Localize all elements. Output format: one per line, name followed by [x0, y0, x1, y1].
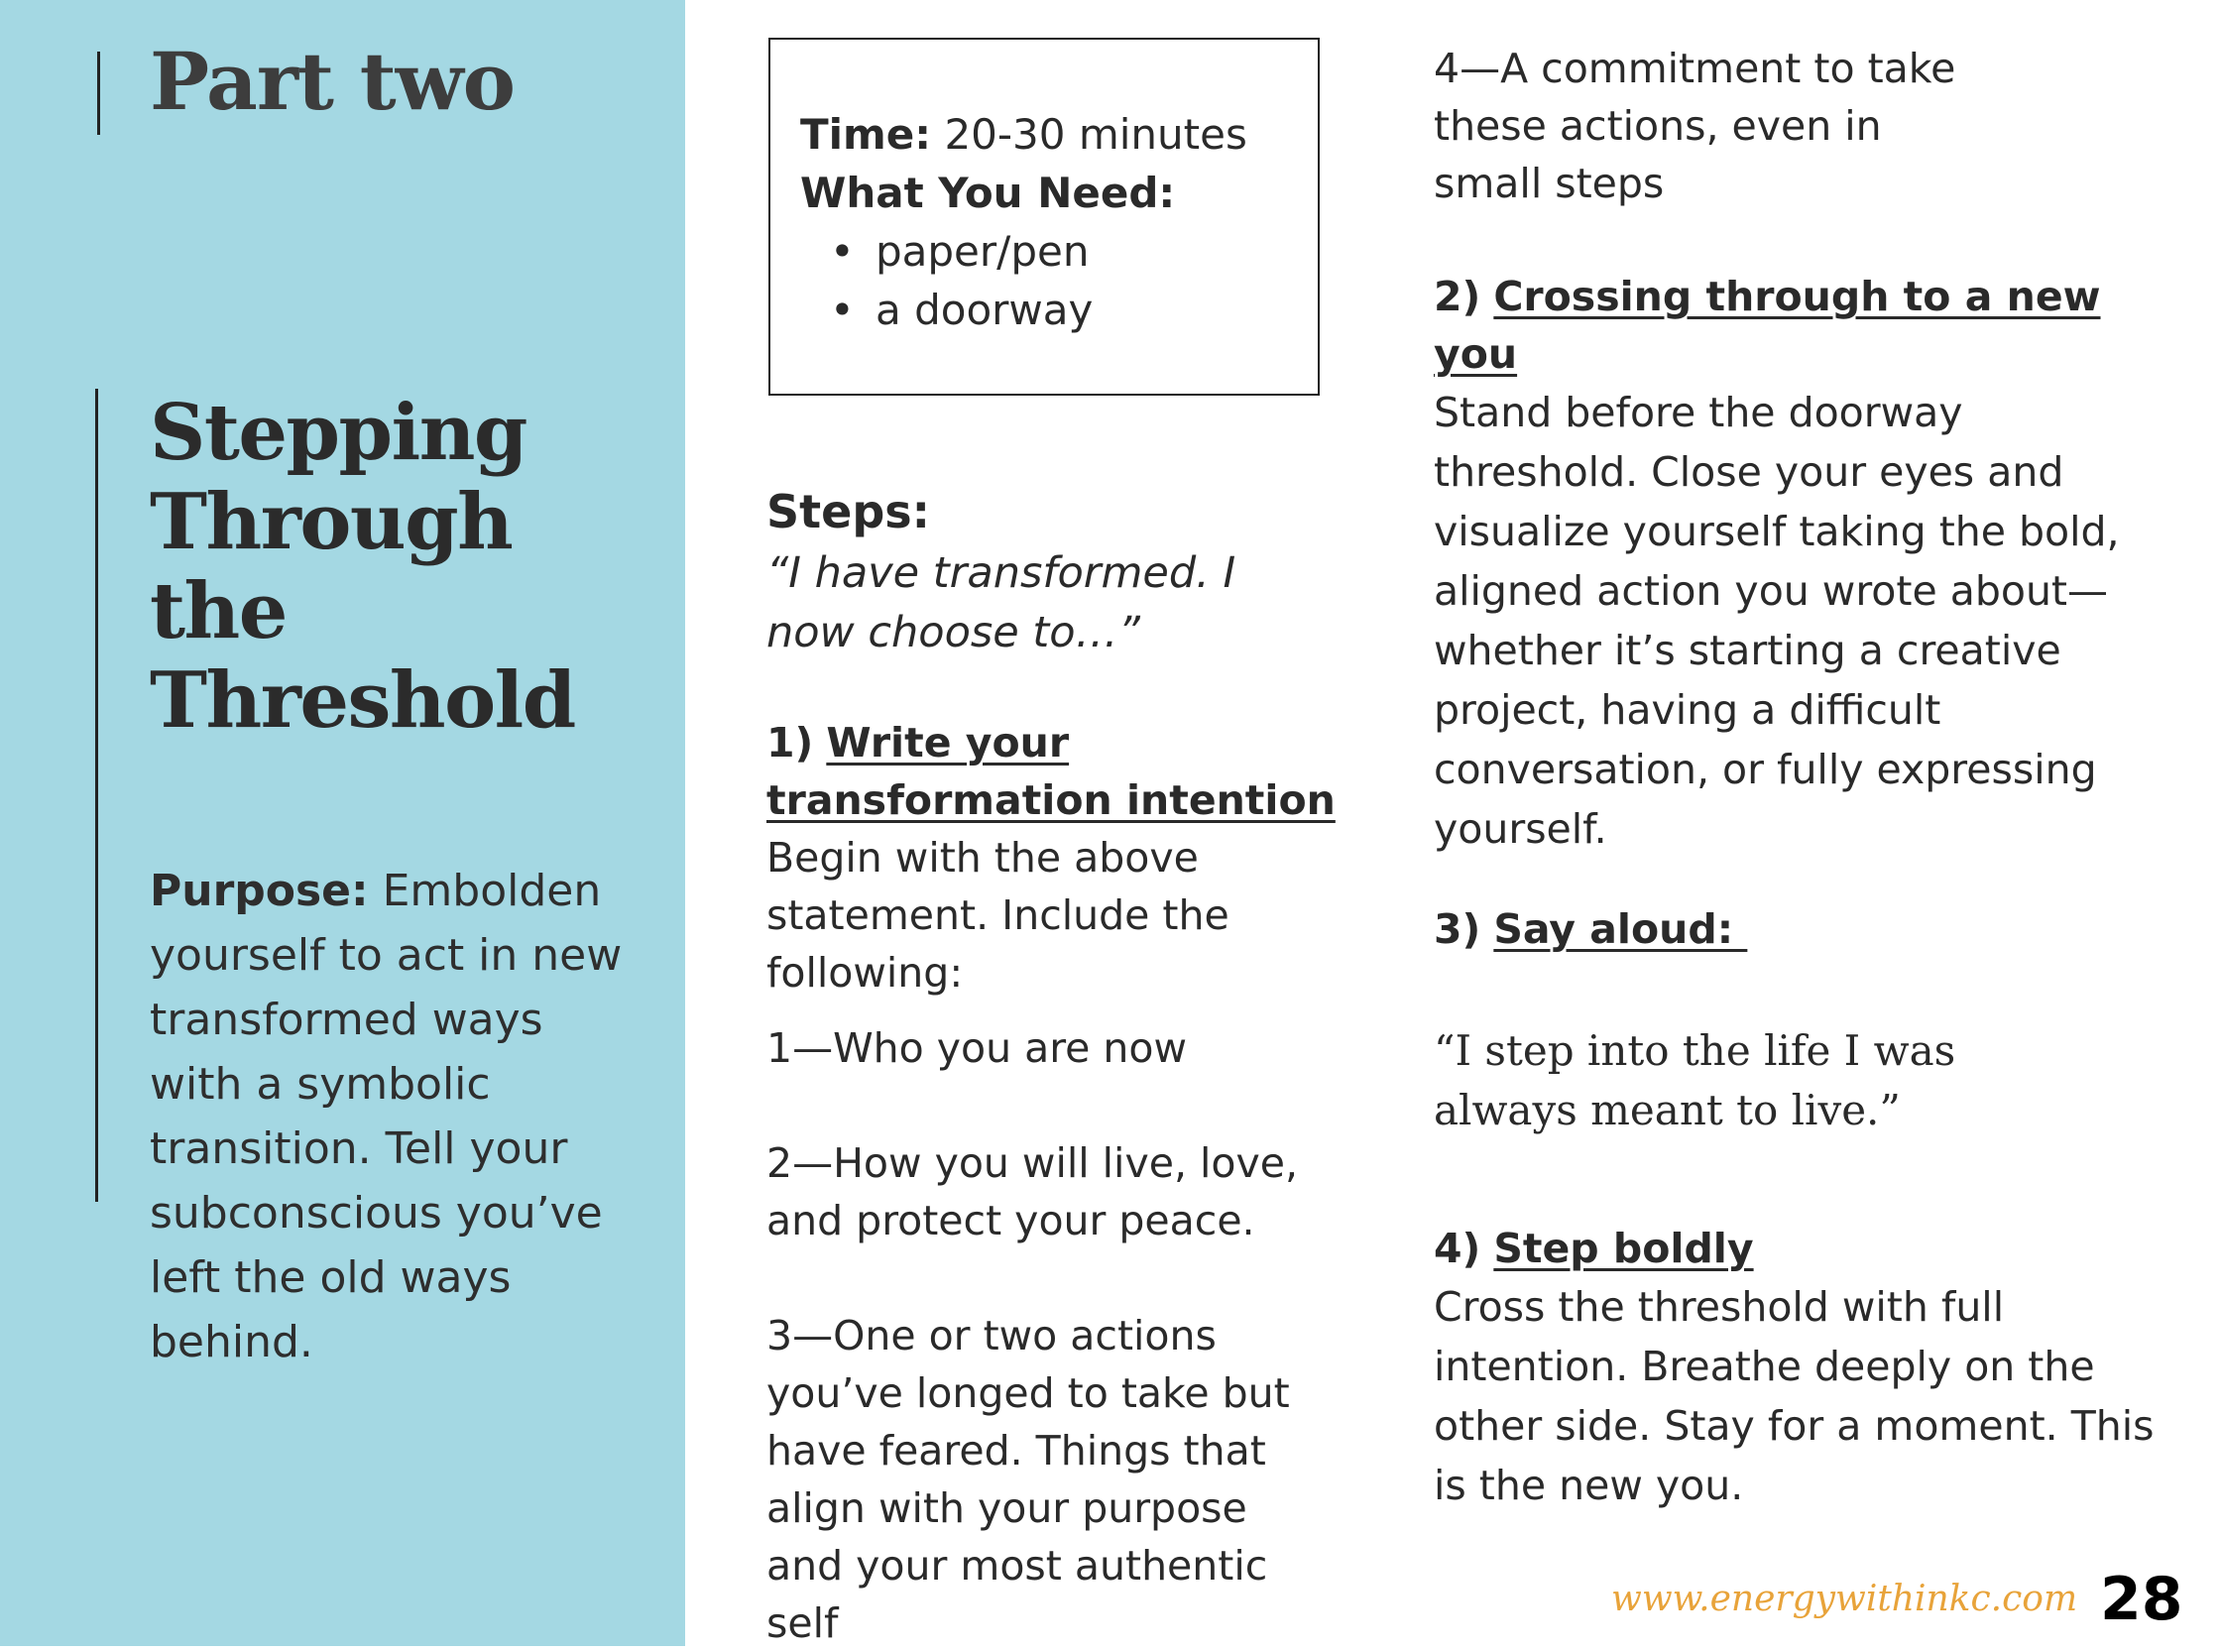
part-title-rule — [97, 52, 100, 135]
main-title-rule — [95, 389, 98, 1202]
title-line: Threshold — [150, 655, 575, 746]
step1-item: 1—Who you are now — [766, 1024, 1188, 1072]
step2-body: Stand before the doorway threshold. Close your eyes and visualize yourself taking the bold, aligned action you wrote about—whether it’s starting a creative project, having a difficult conversation, or fully expressing yourself. — [1434, 389, 2120, 853]
page-title — [150, 389, 665, 746]
time-row — [800, 105, 1318, 164]
step1-body: Begin with the above statement. Include the following: — [766, 834, 1229, 997]
sidebar-panel — [0, 0, 685, 1646]
steps-quote: “I have transformed. I now choose to…” — [766, 548, 1236, 657]
step2-title: Crossing through to a new you — [1434, 273, 2101, 378]
bullet-icon: • — [830, 227, 855, 276]
step4-title: Step boldly — [1493, 1225, 1754, 1272]
time-value: 20-30 minutes — [944, 110, 1247, 159]
purpose-text: Embolden yourself to act in new transformed ways with a symbolic transition. Tell your subconscious you’ve left the old ways behind. — [150, 866, 623, 1367]
part-label: Part two — [150, 35, 515, 128]
step1-item: 4—A commitment to take these actions, even in small steps — [1434, 45, 1956, 207]
step4-body: Cross the threshold with full intention. Breathe deeply on the other side. Stay for a moment. This is the new you. — [1434, 1283, 2155, 1509]
step1-heading — [766, 714, 1342, 829]
step3-heading — [1434, 900, 2148, 958]
step-number: 2) — [1434, 273, 1481, 320]
step4-heading — [1434, 1220, 2148, 1277]
need-list — [800, 222, 1318, 339]
step3-quote: “I step into the life I was always meant to live.” — [1434, 1026, 1956, 1134]
purpose-paragraph — [150, 859, 645, 1374]
step1-item: 3—One or two actions you’ve longed to take but have feared. Things that align with your purpose and your most authentic self — [766, 1312, 1290, 1647]
steps-column-left — [766, 480, 1342, 1652]
title-line: Through the — [150, 477, 513, 656]
step1-item: 2—How you will live, love, and protect your peace. — [766, 1139, 1299, 1244]
step-number: 3) — [1434, 905, 1481, 953]
step-number: 1) — [766, 719, 814, 767]
step1-title: Write your transformation intention — [766, 719, 1336, 824]
requirements-box — [768, 38, 1320, 396]
purpose-label: Purpose: — [150, 866, 369, 916]
steps-heading: Steps: — [766, 485, 931, 538]
steps-column-right — [1434, 40, 2155, 1515]
step3-title: Say aloud: — [1493, 905, 1748, 953]
need-row — [800, 164, 1318, 222]
step2-heading — [1434, 268, 2148, 383]
list-item: • paper/pen — [876, 222, 1318, 281]
time-label: Time: — [800, 110, 932, 159]
bullet-icon: • — [830, 286, 855, 334]
website-link[interactable]: www.energywithinkc.com — [1611, 1579, 2078, 1619]
list-item: • a doorway — [876, 281, 1318, 339]
step-number: 4) — [1434, 1225, 1481, 1272]
title-line: Stepping — [150, 388, 526, 478]
need-label: What You Need: — [800, 169, 1176, 217]
page-number: 28 — [2100, 1565, 2183, 1634]
